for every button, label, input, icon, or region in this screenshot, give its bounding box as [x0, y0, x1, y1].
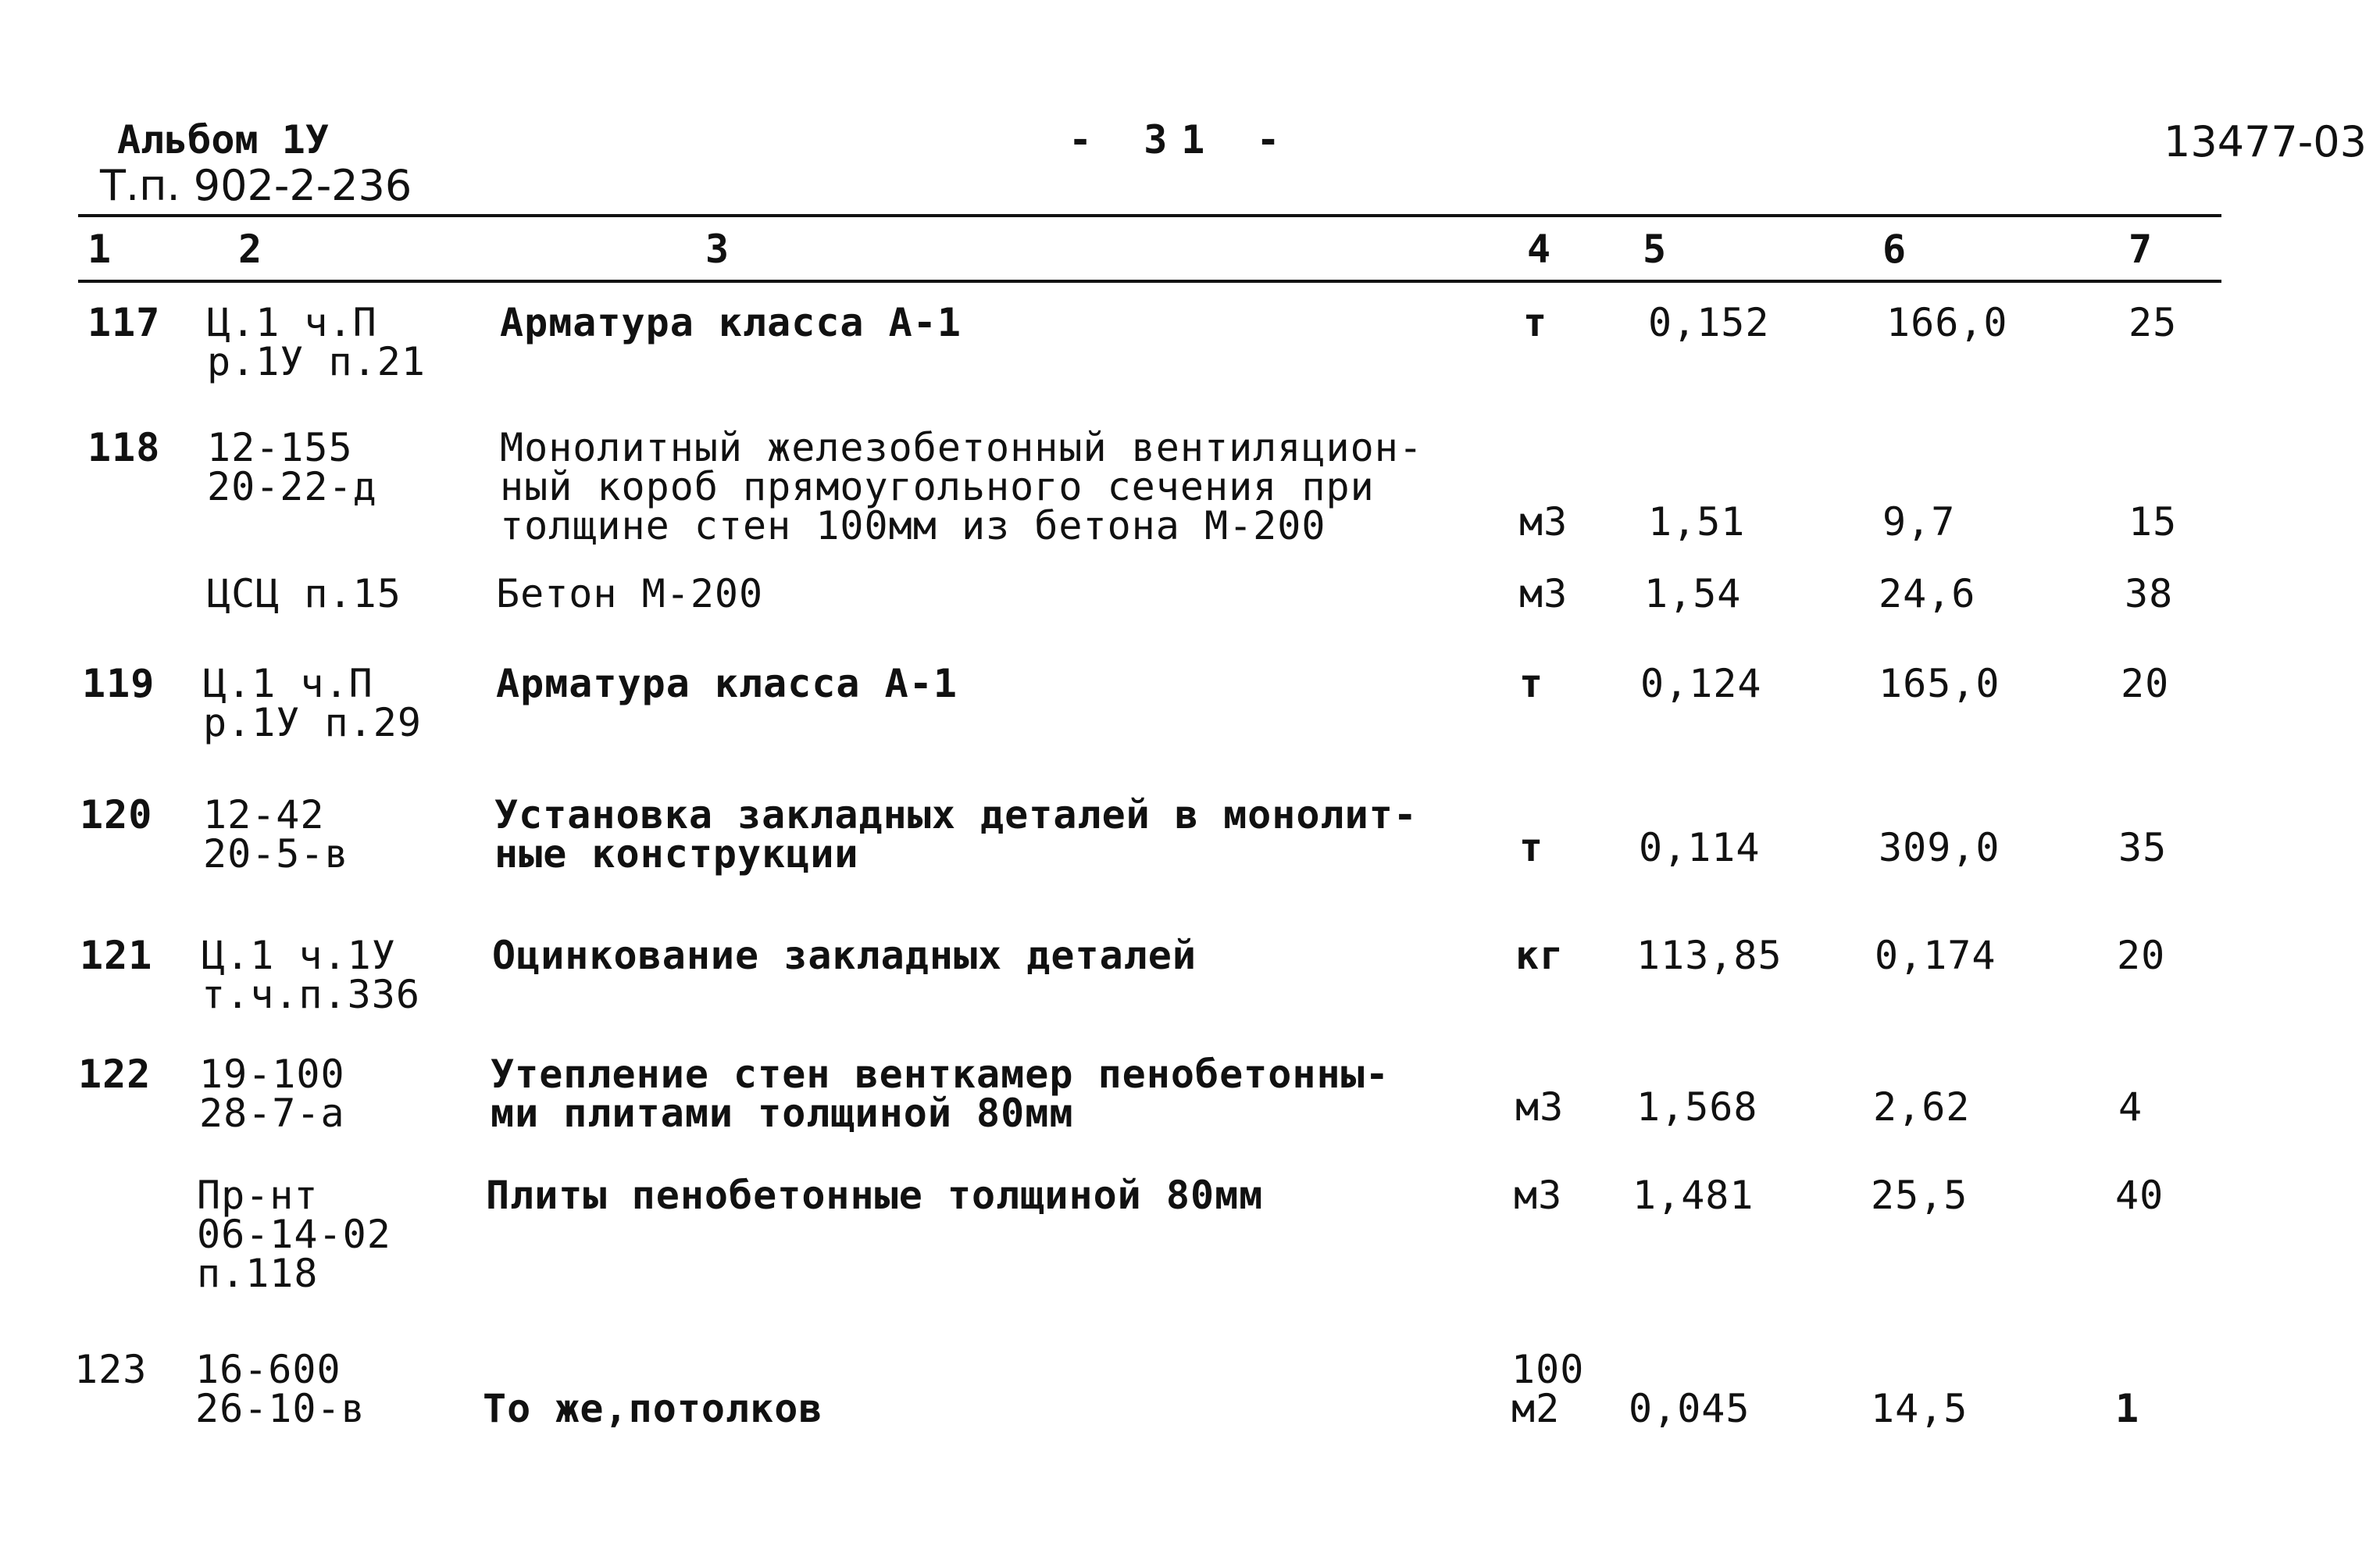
column-header-2: 2	[238, 227, 263, 272]
quantity: 1,568	[1636, 1084, 1758, 1130]
work-description: Арматура класса А-1	[500, 300, 962, 345]
unit-price: 0,174	[1875, 933, 1996, 978]
row-number: 119	[82, 661, 155, 706]
row-number: 123	[74, 1347, 148, 1392]
unit: т	[1519, 661, 1544, 706]
page-number: - 31 -	[1069, 117, 1294, 162]
norm-code: 12-42 20-5-в	[203, 792, 349, 877]
column-header-3: 3	[705, 227, 730, 272]
total-cost: 40	[2115, 1173, 2164, 1218]
unit-price: 14,5	[1871, 1386, 1968, 1431]
row-number: 121	[80, 933, 153, 978]
quantity: 1,54	[1644, 571, 1742, 616]
work-description: Установка закладных деталей в монолит- ные конструкции	[494, 792, 1418, 877]
unit-price: 9,7	[1882, 499, 1956, 545]
unit-price: 165,0	[1879, 661, 2000, 706]
norm-code: 16-600 26-10-в	[195, 1347, 366, 1431]
work-description: Бетон М-200	[496, 571, 764, 616]
column-header-1: 1	[87, 227, 112, 272]
total-cost: 4	[2118, 1084, 2143, 1130]
unit-price: 309,0	[1879, 825, 2000, 870]
norm-code: Ц.1 ч.П р.1У п.21	[207, 300, 426, 384]
work-description: Оцинкование закладных деталей	[492, 933, 1197, 978]
norm-code: Пр-нт 06-14-02 п.118	[197, 1173, 391, 1296]
quantity: 0,114	[1639, 825, 1761, 870]
work-description: Плиты пенобетонные толщиной 80мм	[486, 1173, 1264, 1218]
quantity: 1,481	[1632, 1173, 1754, 1218]
unit: т	[1519, 825, 1544, 870]
quantity: 1,51	[1648, 499, 1746, 545]
unit-price: 2,62	[1873, 1084, 1971, 1130]
norm-code: Ц.1 ч.1У т.ч.п.336	[202, 933, 420, 1017]
work-description: Монолитный железобетонный вентиляцион- ный короб прямоугольного сечения при толщине стен 100мм из бетона М-200	[500, 425, 1423, 548]
norm-code: 12-155 20-22-д	[207, 425, 377, 509]
unit: 100 м2	[1511, 1347, 1585, 1431]
row-number: 122	[78, 1052, 152, 1097]
total-cost: 38	[2125, 571, 2174, 616]
row-number: 120	[80, 792, 153, 838]
row-number: 118	[87, 425, 161, 470]
total-cost: 15	[2128, 499, 2178, 545]
work-description: Арматура класса А-1	[496, 661, 958, 706]
quantity: 0,152	[1648, 300, 1770, 345]
unit: т	[1523, 300, 1548, 345]
column-header-5: 5	[1643, 227, 1668, 272]
total-cost: 25	[2128, 300, 2178, 345]
row-number: 117	[87, 300, 161, 345]
total-cost: 20	[2117, 933, 2166, 978]
total-cost: 1	[2115, 1386, 2140, 1431]
column-header-4: 4	[1527, 227, 1552, 272]
unit-price: 25,5	[1871, 1173, 1968, 1218]
norm-code: Ц.1 ч.П р.1У п.29	[203, 661, 422, 745]
unit: кг	[1515, 933, 1565, 978]
table-top-rule	[78, 214, 2221, 217]
document-number: 13477-03	[2164, 117, 2367, 166]
table-header-rule	[78, 280, 2221, 283]
unit: м3	[1515, 1084, 1565, 1130]
norm-code: 19-100 28-7-а	[199, 1052, 345, 1136]
norm-code: ЦСЦ п.15	[207, 571, 401, 616]
unit: м3	[1519, 499, 1568, 545]
unit: м3	[1519, 571, 1568, 616]
album-label: Альбом 1У	[117, 117, 329, 162]
work-description: То же,потолков	[483, 1386, 823, 1431]
unit: м3	[1514, 1173, 1563, 1218]
work-description: Утепление стен венткамер пенобетонны- ми плитами толщиной 80мм	[491, 1052, 1390, 1136]
column-header-6: 6	[1882, 227, 1907, 272]
unit-price: 24,6	[1879, 571, 1976, 616]
quantity: 0,124	[1640, 661, 1762, 706]
quantity: 113,85	[1636, 933, 1782, 978]
column-header-7: 7	[2128, 227, 2153, 272]
total-cost: 35	[2118, 825, 2168, 870]
unit-price: 166,0	[1886, 300, 2008, 345]
total-cost: 20	[2121, 661, 2170, 706]
quantity: 0,045	[1629, 1386, 1750, 1431]
project-code: Т.п. 902-2-236	[100, 161, 412, 210]
